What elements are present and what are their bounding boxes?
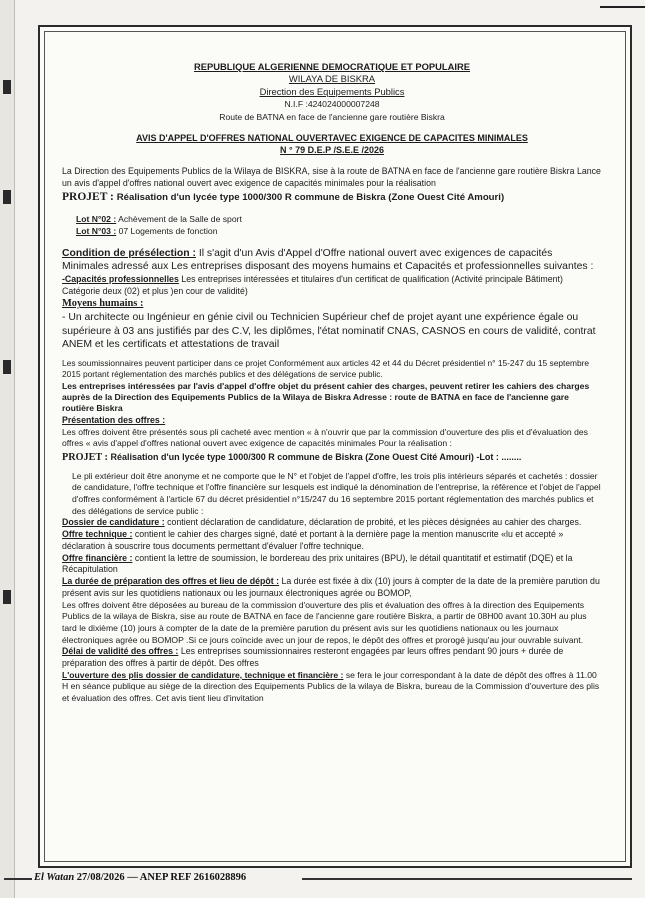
notice-header bbox=[62, 61, 602, 123]
republic-title: REPUBLIQUE ALGERIENNE DEMOCRATIQUE ET POPULAIRE bbox=[193, 61, 471, 72]
direction-title: Direction des Equipements Publics bbox=[259, 85, 405, 97]
lot-item: Lot N°03 : 07 Logements de fonction bbox=[76, 225, 218, 236]
notice-title-line1: AVIS D'APPEL D'OFFRES NATIONAL OUVERTAVEC EXIGENCE DE CAPACITES MINIMALES bbox=[136, 133, 528, 144]
scan-margin bbox=[0, 0, 15, 898]
footer-rule-right bbox=[302, 878, 632, 880]
pli-paragraph: Le pli extérieur doit être anonyme et ne comporte que le N° et l'objet de l'appel d'offre, les trois plis intérieurs séparés et cachetés : dossier de candidature, l'offre technique et l'offre financière sur lesquels est indiqué la dénomination de l'entreprise, la référence et l'objet de l'appel d'offres conformément à l'article 67 du décret présidentiel n°15/247 du 16 septembre 2015 portant réglementation des marchés publics et des délégations de service public : bbox=[72, 470, 601, 516]
projet2-line: PROJET : Réalisation d'un lycée type 1000/300 R commune de Biskra (Zone Ouest Cité Amouri) -Lot : ........ bbox=[62, 451, 522, 463]
lot-item: Lot N°02 : Achèvement de la Salle de sport bbox=[76, 213, 242, 224]
wilaya-title: WILAYA DE BISKRA bbox=[288, 73, 376, 85]
financiere-paragraph: Offre financière : contient la lettre de soumission, le bordereau des prix unitaires (BPU), le détail quantitatif et estimatif (DQE) et la Récapitulation bbox=[62, 552, 573, 575]
scan-mark bbox=[3, 590, 11, 604]
publication-reference: 27/08/2026 — ANEP REF 2616028896 bbox=[76, 872, 247, 883]
nif-number: N.I.F :424024000007248 bbox=[284, 99, 380, 110]
newspaper-name: El Watan bbox=[34, 872, 75, 883]
header-address: Route de BATNA en face de l'ancienne gare routière Biskra bbox=[219, 111, 445, 122]
projet-line bbox=[62, 190, 602, 205]
technique-paragraph: Offre technique : contient le cahier des charges signé, daté et portant à la dernière page la mention manuscrite «lu et accepté » déclaration à souscrire tous documents permettant d'évaluer l'offre technique. bbox=[62, 528, 564, 551]
scan-mark bbox=[3, 360, 11, 374]
capacites-paragraph: -Capacités professionnelles Les entreprises intéressées et titulaires d'un certificat de qualification (Activité principale Bâtiment) Catégorie deux (02) et plus )en cour de validité) bbox=[62, 273, 563, 296]
duree-paragraph: La durée de préparation des offres et lieu de dépôt : La durée est fixée à dix (10) jours à compter de la date de la première parution du présent avis sur les quotidiens nationaux ou les journaux électroniques agrée ou BOMOP, bbox=[62, 576, 600, 598]
footer-rule-left bbox=[4, 878, 32, 880]
condition-paragraph: Condition de présélection : Il s'agit d'un Avis d'Appel d'Offre national ouvert avec exigences de capacités Minimales adressé aux Les entreprises disposant des moyens humains et Capacités et professionnelles suivantes : bbox=[62, 247, 594, 273]
retrait-paragraph: Les entreprises intéressées par l'avis d'appel d'offre objet du présent cahier des charges, peuvent retirer les cahiers des charges auprès de la Direction des Equipements Publics de la Wilaya de Biskra Adresse : route de BATNA en face de l'ancienne gare routière Biskra bbox=[62, 380, 590, 414]
capacites-label: -Capacités professionnelles bbox=[62, 273, 179, 284]
notice-content bbox=[62, 61, 602, 705]
condition-label: Condition de présélection : bbox=[62, 247, 196, 259]
lot-list bbox=[62, 213, 602, 237]
notice-reference: N ° 79 D.E.P /S.E.E /2026 bbox=[280, 144, 384, 155]
soumission-paragraph: Les soumissionnaires peuvent participer dans ce projet Conformément aux articles 42 et 44 du Décret présidentiel n° 15-247 du 15 septembre 2015 portant réglementation des marchés publics et des délégations de service public. bbox=[62, 357, 590, 380]
projet-label: PROJET : bbox=[62, 190, 114, 203]
presentation-label: Présentation des offres : bbox=[62, 414, 166, 425]
scan-mark bbox=[3, 190, 11, 204]
ouverture-paragraph: L'ouverture des plis dossier de candidature, technique et financière : se fera le jour correspondant à la date de dépôt des offres à 11.00 H en séance publique au siège de la direction des Equipements Publics de la wilaya de Biskra, bureau de la Commission d'ouverture des plis et évaluation des offres. Cet avis tient lieu d'invitation bbox=[62, 669, 600, 703]
validite-paragraph: Délai de validité des offres : Les entreprises soumissionnaires resteront engagées par leurs offres pendant 90 jours + durée de préparation des offres à partir de dépôt. Des offres bbox=[62, 646, 564, 668]
projet-text: Réalisation d'un lycée type 1000/300 R commune de Biskra (Zone Ouest Cité Amouri) bbox=[116, 191, 505, 203]
notice-title bbox=[62, 133, 602, 156]
scan-mark bbox=[3, 80, 11, 94]
moyens-paragraph: - Un architecte ou Ingénieur en génie civil ou Technicien Supérieur chef de projet ayant une expérience égale ou supérieure à 03 ans justifiés par des C.V, les diplômes, l'état nominatif CNAS, CASNOS en cours de validité, contrat ANEM et les certificats et attestations de travail bbox=[62, 312, 596, 351]
moyens-label: Moyens humains : bbox=[62, 298, 144, 310]
scan-top-line bbox=[600, 6, 645, 8]
intro-paragraph: La Direction des Equipements Publics de la Wilaya de BISKRA, sise à la route de BATNA en face de l'ancienne gare routière Biskra Lance un avis d'appel d'offres national ouvert avec exigence de capacités minimales pour la réalisation bbox=[62, 166, 601, 188]
dossier-paragraph: Dossier de candidature : contient déclaration de candidature, déclaration de probité, et les pièces désignées au cahier des charges. bbox=[62, 517, 582, 528]
depot-paragraph: Les offres doivent être déposées au bureau de la commission d'ouverture des plis et évaluation des offres à la direction des Equipements Publics de la wilaya de Biskra, sise au route de BATNA en face de l'ancienne gare routière Biskra, a partir de 08H00 avant 10.30H au plus tard le dixième (10) jours à compter de la date de la première parution du présent avis sur les quotidiens nationaux ou les journaux électroniques agrée ou BOMOP .Si ce jours coïncide avec un jour de repos, le dépôt des offres et prorogé jusqu'au jour ouvrable suivant. bbox=[62, 599, 587, 645]
presentation-paragraph: Les offres doivent être présentés sous pli cacheté avec mention « à n'ouvrir que par la commission d'ouverture des plis et d'évaluation des offres « avis d'appel d'offres national ouvert avec exigence de capacités minimales Pour la réalisation : bbox=[62, 426, 588, 449]
publication-footer bbox=[34, 872, 246, 883]
